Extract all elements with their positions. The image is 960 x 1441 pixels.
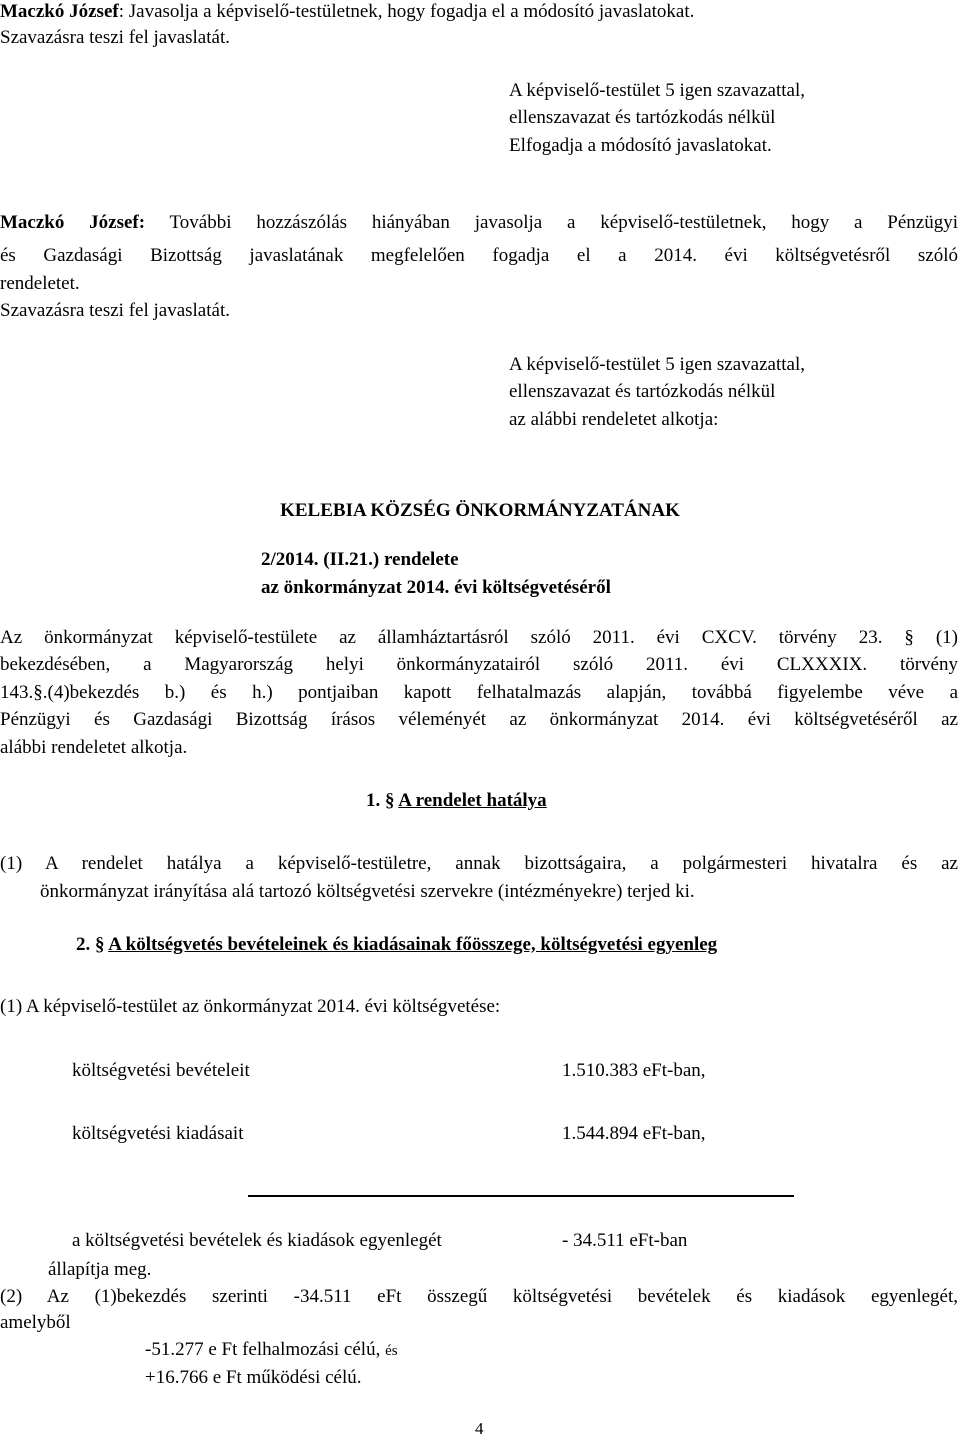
section-paragraph-line: (1) A képviselő-testület az önkormányzat 2014. évi költségvetése: (0, 996, 501, 1017)
speaker-name: Maczkó József: (0, 212, 146, 233)
section-heading (366, 789, 547, 813)
paragraph-proposal-line-1 (0, 211, 958, 235)
revenue-value: 1.510.383 eFt-ban, (562, 1060, 706, 1081)
section-heading (76, 933, 717, 957)
section-paragraph-line: (1) A rendelet hatálya a képviselő-testületre, annak bizottságaira, a polgármesteri hivatalra és az (0, 853, 958, 874)
preamble-line: bekezdésében, a Magyarország helyi önkormányzatairól szóló 2011. évi CLXXXIX. törvény (0, 654, 958, 675)
preamble-line: Az önkormányzat képviselő-testülete az államháztartásról szóló 2011. évi CXCV. törvény 23. § (1) (0, 627, 958, 648)
preamble-line: 143.§.(4)bekezdés b.) és h.) pontjaiban kapott felhatalmazás alapján, továbbá figyelembe véve a (0, 682, 958, 703)
vote-result-line: A képviselő-testület 5 igen szavazattal, (509, 354, 805, 375)
vote-result-line: Elfogadja a módosító javaslatokat. (509, 135, 772, 156)
revenue-label: költségvetési bevételeit (72, 1060, 250, 1081)
list-item (145, 1338, 398, 1363)
paragraph-intro-line-2: Szavazásra teszi fel javaslatát. (0, 27, 230, 48)
list-item: +16.766 e Ft működési célú. (145, 1367, 362, 1388)
page-number: 4 (475, 1419, 484, 1438)
section-title: A rendelet hatálya (398, 790, 547, 811)
preamble-line: Pénzügyi és Gazdasági Bizottság írásos véleményét az önkormányzat 2014. évi költségvetéséről az (0, 709, 958, 730)
balance-value: - 34.511 eFt-ban (562, 1230, 688, 1251)
paragraph-text: További hozzászólás hiányában javasolja a képviselő-testületnek, hogy a Pénzügyi (145, 212, 958, 233)
vote-result-line: A képviselő-testület 5 igen szavazattal, (509, 80, 805, 101)
vote-result-line: az alábbi rendeletet alkotja: (509, 409, 719, 430)
balance-label: a költségvetési bevételek és kiadások egyenlegét (72, 1230, 442, 1251)
paragraph-intro-line-1 (0, 0, 694, 24)
decree-number: 2/2014. (II.21.) rendelete (261, 549, 459, 570)
preamble-line: alábbi rendeletet alkotja. (0, 737, 188, 758)
sum-divider (248, 1195, 794, 1197)
conjunction: és (385, 1343, 398, 1359)
decree-subtitle: az önkormányzat 2014. évi költségvetéséről (261, 577, 611, 598)
section-paragraph-line: önkormányzat irányítása alá tartozó költségvetési szervekre (intézményekre) terjed ki. (40, 881, 695, 902)
vote-result-line: ellenszavazat és tartózkodás nélkül (509, 107, 776, 128)
paragraph-proposal-line-4: Szavazásra teszi fel javaslatát. (0, 300, 230, 321)
section-paragraph-line: (2) Az (1)bekezdés szerinti -34.511 eFt összegű költségvetési bevételek és kiadások egyenlegét, (0, 1286, 958, 1307)
section-number: 1. § (366, 790, 395, 811)
section-title: A költségvetés bevételeinek és kiadásainak főösszege, költségvetési egyenleg (108, 934, 718, 955)
expense-value: 1.544.894 eFt-ban, (562, 1123, 706, 1144)
expense-label: költségvetési kiadásait (72, 1123, 244, 1144)
vote-result-line: ellenszavazat és tartózkodás nélkül (509, 381, 776, 402)
paragraph-proposal-line-2: és Gazdasági Bizottság javaslatának megfelelően fogadja el a 2014. évi költségvetésről szóló (0, 245, 958, 266)
amount-capital: -51.277 e Ft felhalmozási célú, (145, 1339, 381, 1360)
speaker-name: Maczkó József (0, 1, 119, 22)
balance-suffix: állapítja meg. (48, 1259, 152, 1280)
section-paragraph-line: amelyből (0, 1312, 71, 1333)
paragraph-proposal-line-3: rendeletet. (0, 273, 80, 294)
decree-title: KELEBIA KÖZSÉG ÖNKORMÁNYZATÁNAK (280, 500, 680, 521)
paragraph-text: : Javasolja a képviselő-testületnek, hogy fogadja el a módosító javaslatokat. (118, 1, 695, 22)
section-number: 2. § (76, 934, 105, 955)
